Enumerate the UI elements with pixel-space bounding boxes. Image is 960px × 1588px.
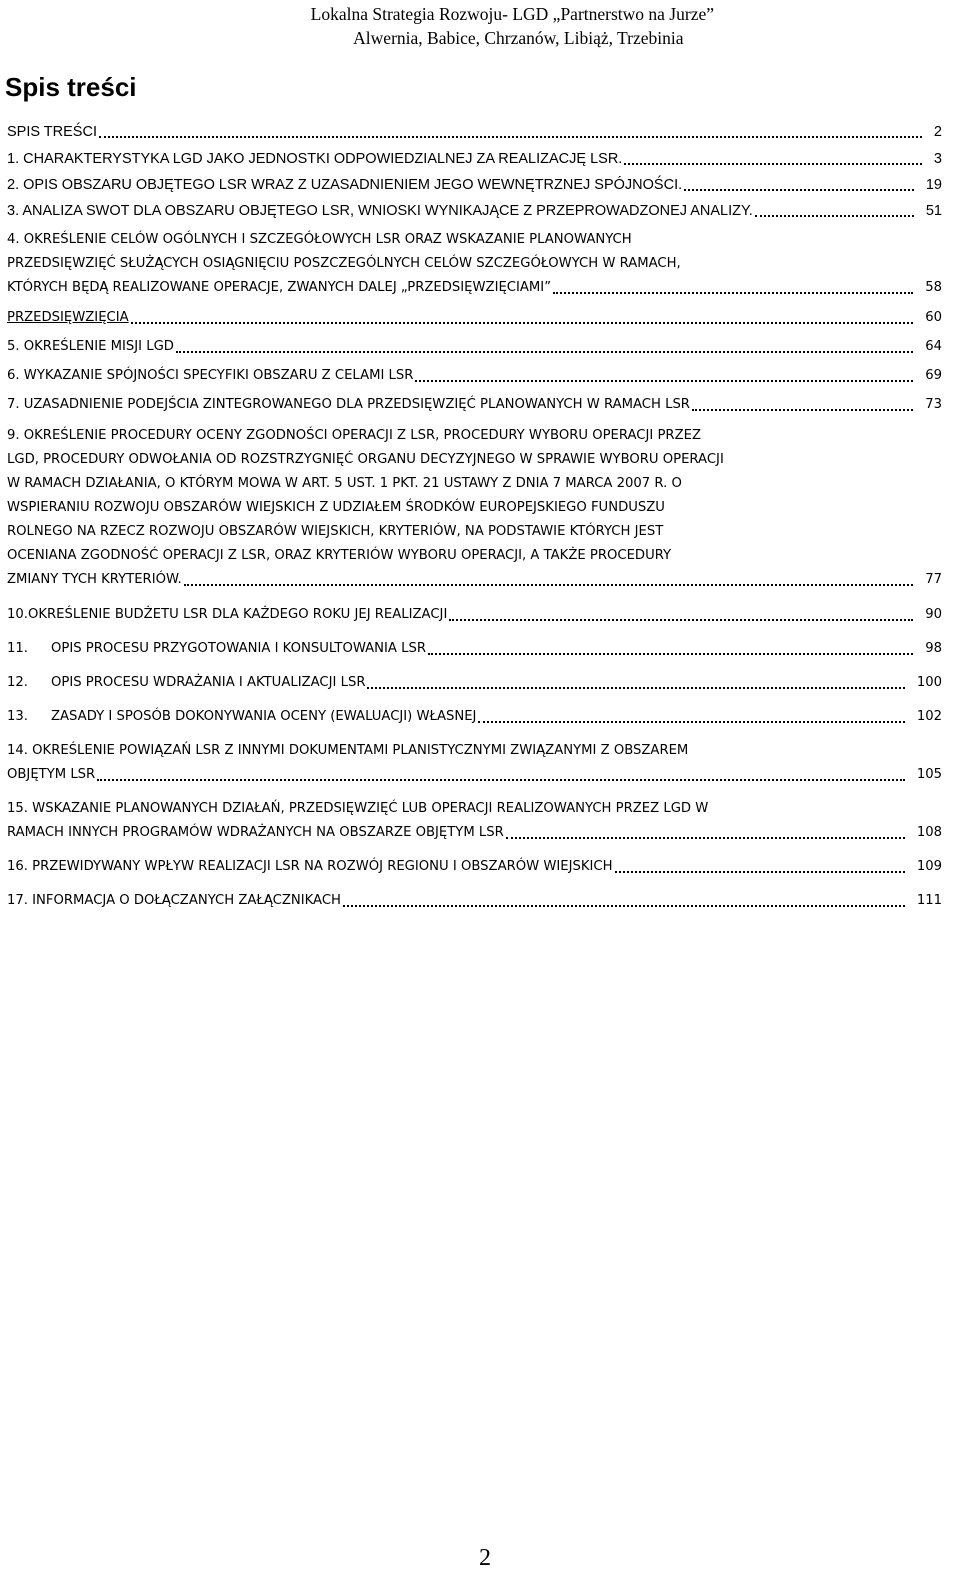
toc-entry-16[interactable] bbox=[7, 855, 948, 879]
toc-entry-line: ZMIANY TYCH KRYTERIÓW. bbox=[7, 572, 182, 587]
dot-leader bbox=[367, 687, 904, 689]
toc-heading: Spis treści bbox=[5, 72, 137, 102]
table-of-contents bbox=[7, 120, 948, 913]
toc-entry-line: OCENIANA ZGODNOŚĆ OPERACJI Z LSR, ORAZ KRYTERIÓW WYBORU OPERACJI, A TAKŻE PROCEDURY bbox=[7, 548, 672, 563]
toc-entry-9[interactable] bbox=[7, 424, 948, 592]
toc-entry-label: 7. UZASADNIENIE PODEJŚCIA ZINTEGROWANEGO DLA PRZEDSIĘWZIĘĆ PLANOWANYCH W RAMACH LSR bbox=[7, 397, 690, 412]
toc-entry-page: 108 bbox=[916, 825, 942, 840]
dot-leader bbox=[184, 584, 914, 586]
header-title: Lokalna Strategia Rozwoju- LGD „Partnerstwo na Jurze” bbox=[310, 4, 714, 24]
toc-entry-label: 16. PRZEWIDYWANY WPŁYW REALIZACJI LSR NA ROZWÓJ REGIONU I OBSZARÓW WIEJSKICH bbox=[7, 859, 613, 874]
dot-leader bbox=[684, 189, 914, 191]
dot-leader bbox=[176, 351, 913, 353]
toc-entry-line: W RAMACH DZIAŁANIA, O KTÓRYM MOWA W ART. 5 UST. 1 PKT. 21 USTAWY Z DNIA 7 MARCA 2007 R. O bbox=[7, 476, 682, 491]
toc-entry-number: 13. bbox=[7, 709, 28, 724]
toc-entry-10[interactable] bbox=[7, 603, 948, 627]
dot-leader bbox=[755, 215, 914, 217]
running-header bbox=[311, 2, 714, 50]
toc-entry-page: 105 bbox=[916, 767, 942, 782]
toc-entry-page: 19 bbox=[925, 177, 942, 193]
toc-entry-12[interactable] bbox=[7, 671, 948, 695]
toc-entry-page: 102 bbox=[916, 709, 942, 724]
toc-entry-label-wrap bbox=[7, 671, 365, 695]
toc-entry-label: 17. INFORMACJA O DOŁĄCZANYCH ZAŁĄCZNIKACH bbox=[7, 893, 341, 908]
toc-entry-page: 100 bbox=[916, 675, 942, 690]
page-number: 2 bbox=[479, 1545, 491, 1571]
toc-entry-line: PRZEDSIĘWZIĘĆ SŁUŻĄCYCH OSIĄGNIĘCIU POSZCZEGÓLNYCH CELÓW SZCZEGÓŁOWYCH W RAMACH, bbox=[7, 256, 681, 271]
toc-entry-page: 109 bbox=[916, 859, 942, 874]
toc-entry-page: 3 bbox=[933, 151, 942, 167]
toc-entry-line: KTÓRYCH BĘDĄ REALIZOWANE OPERACJE, ZWANYCH DALEJ „PRZEDSIĘWZIĘCIAMI” bbox=[7, 280, 552, 295]
toc-entry-2[interactable] bbox=[7, 173, 948, 197]
toc-entry-label: 2. OPIS OBSZARU OBJĘTEGO LSR WRAZ Z UZASADNIENIEM JEGO WEWNĘTRZNEJ SPÓJNOŚCI. bbox=[7, 177, 683, 193]
toc-entry-line: LGD, PROCEDURY ODWOŁANIA OD ROZSTRZYGNIĘĆ ORGANU DECYZYJNEGO W SPRAWIE WYBORU OPERACJI bbox=[7, 452, 724, 467]
toc-entry-label: 1. CHARAKTERYSTYKA LGD JAKO JEDNOSTKI ODPOWIEDZIALNEJ ZA REALIZACJĘ LSR. bbox=[7, 151, 623, 167]
toc-entry-page: 111 bbox=[916, 893, 942, 908]
toc-entry-7[interactable] bbox=[7, 393, 948, 417]
dot-leader bbox=[131, 322, 914, 324]
toc-entry-line: OBJĘTYM LSR bbox=[7, 767, 96, 782]
toc-entry-page: 2 bbox=[933, 124, 942, 140]
dot-leader bbox=[615, 871, 905, 873]
toc-entry-14[interactable] bbox=[7, 739, 948, 787]
toc-entry-spis-tresci[interactable] bbox=[7, 120, 948, 144]
toc-entry-4[interactable] bbox=[7, 228, 948, 300]
toc-entry-page: 58 bbox=[925, 280, 942, 295]
toc-entry-page: 69 bbox=[925, 368, 942, 383]
toc-entry-page: 64 bbox=[925, 339, 942, 354]
toc-entry-line: 15. WSKAZANIE PLANOWANYCH DZIAŁAŃ, PRZEDSIĘWZIĘĆ LUB OPERACJI REALIZOWANYCH PRZEZ LGD W bbox=[7, 801, 709, 816]
toc-entry-page: 77 bbox=[925, 572, 942, 587]
toc-entry-line: 9. OKREŚLENIE PROCEDURY OCENY ZGODNOŚCI OPERACJI Z LSR, PROCEDURY WYBORU OPERACJI PRZEZ bbox=[7, 428, 701, 443]
toc-entry-line: WSPIERANIU ROZWOJU OBSZARÓW WIEJSKICH Z UDZIAŁEM ŚRODKÓW EUROPEJSKIEGO FUNDUSZU bbox=[7, 500, 665, 515]
dot-leader bbox=[97, 779, 905, 781]
toc-entry-13[interactable] bbox=[7, 705, 948, 729]
toc-entry-15[interactable] bbox=[7, 797, 948, 845]
dot-leader bbox=[428, 653, 913, 655]
toc-entry-label-wrap bbox=[7, 705, 476, 729]
header-municipalities: Alwernia, Babice, Chrzanów, Libiąż, Trzebinia bbox=[353, 28, 684, 48]
dot-leader bbox=[99, 136, 922, 138]
toc-entry-3[interactable] bbox=[7, 199, 948, 223]
toc-entry-page: 90 bbox=[925, 607, 942, 622]
dot-leader bbox=[415, 380, 913, 382]
toc-entry-przedsiewziecia[interactable] bbox=[7, 306, 948, 330]
toc-entry-page: 73 bbox=[925, 397, 942, 412]
dot-leader bbox=[343, 905, 905, 907]
toc-entry-1[interactable] bbox=[7, 147, 948, 171]
dot-leader bbox=[449, 619, 913, 621]
toc-entry-label: 10.OKREŚLENIE BUDŻETU LSR DLA KAŻDEGO ROKU JEJ REALIZACJI bbox=[7, 607, 448, 622]
toc-entry-number: 11. bbox=[7, 641, 28, 656]
toc-entry-page: 51 bbox=[925, 203, 942, 219]
dot-leader bbox=[624, 163, 922, 165]
toc-entry-label: ZASADY I SPOSÓB DOKONYWANIA OCENY (EWALUACJI) WŁASNEJ bbox=[51, 709, 477, 724]
toc-entry-17[interactable] bbox=[7, 889, 948, 913]
toc-entry-line: ROLNEGO NA RZECZ ROZWOJU OBSZARÓW WIEJSKICH, KRYTERIÓW, NA PODSTAWIE KTÓRYCH JEST bbox=[7, 524, 664, 539]
toc-entry-label: 3. ANALIZA SWOT DLA OBSZARU OBJĘTEGO LSR, WNIOSKI WYNIKAJĄCE Z PRZEPROWADZONEJ ANALIZY. bbox=[7, 203, 753, 219]
toc-entry-page: 60 bbox=[925, 310, 942, 325]
toc-entry-line: RAMACH INNYCH PROGRAMÓW WDRAŻANYCH NA OBSZARZE OBJĘTYM LSR bbox=[7, 825, 504, 840]
toc-entry-6[interactable] bbox=[7, 364, 948, 388]
toc-entry-label: OPIS PROCESU WDRAŻANIA I AKTUALIZACJI LSR bbox=[51, 675, 366, 690]
toc-entry-label: SPIS TREŚCI bbox=[7, 124, 97, 140]
dot-leader bbox=[692, 409, 913, 411]
dot-leader bbox=[553, 292, 913, 294]
toc-entry-label: 6. WYKAZANIE SPÓJNOŚCI SPECYFIKI OBSZARU Z CELAMI LSR bbox=[7, 368, 414, 383]
dot-leader bbox=[506, 837, 905, 839]
toc-entry-page: 98 bbox=[925, 641, 942, 656]
toc-entry-label: 5. OKREŚLENIE MISJI LGD bbox=[7, 339, 174, 354]
dot-leader bbox=[478, 721, 904, 723]
toc-entry-label-wrap bbox=[7, 637, 426, 661]
toc-entry-11[interactable] bbox=[7, 637, 948, 661]
toc-entry-line: 4. OKREŚLENIE CELÓW OGÓLNYCH I SZCZEGÓŁOWYCH LSR ORAZ WSKAZANIE PLANOWANYCH bbox=[7, 232, 632, 247]
toc-entry-line: 14. OKREŚLENIE POWIĄZAŃ LSR Z INNYMI DOKUMENTAMI PLANISTYCZNYMI ZWIĄZANYMI Z OBSZAREM bbox=[7, 743, 689, 758]
toc-entry-5[interactable] bbox=[7, 335, 948, 359]
toc-entry-label: PRZEDSIĘWZIĘCIA bbox=[7, 310, 129, 325]
toc-entry-label: OPIS PROCESU PRZYGOTOWANIA I KONSULTOWANIA LSR bbox=[51, 641, 427, 656]
toc-entry-number: 12. bbox=[7, 675, 28, 690]
